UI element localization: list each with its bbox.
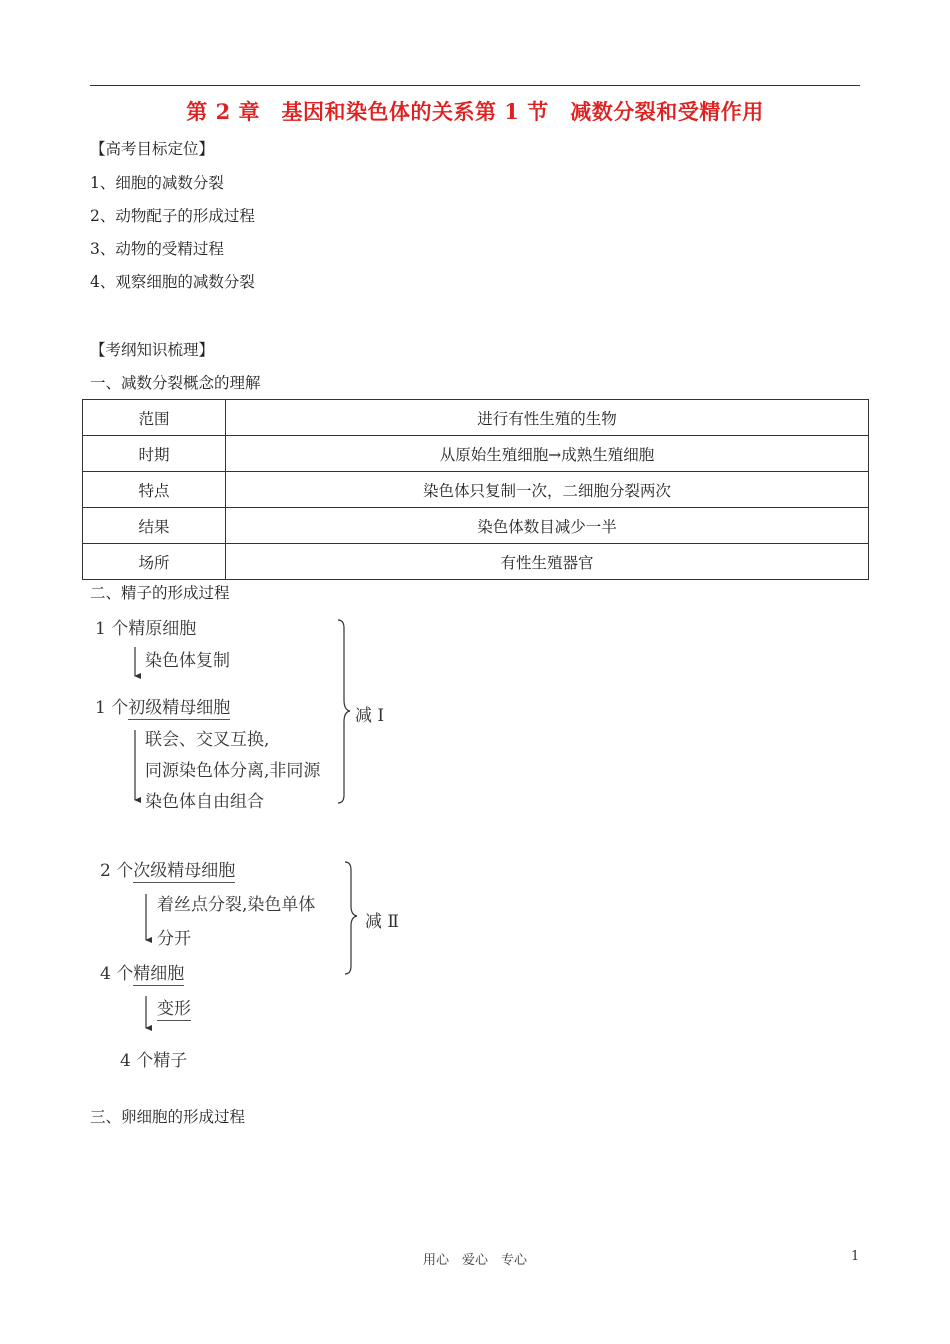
table-cell-key: 时期 [83,436,226,472]
stage-count: 2 个 [100,861,134,881]
stage-cell: 精子 [153,1051,188,1071]
step-label: 染色体复制 [145,651,230,671]
table-cell-value: 从原始生殖细胞→成熟生殖细胞 [226,436,869,472]
table-cell-value: 染色体数目减少一半 [226,508,869,544]
stage-cell: 次级精母细胞 [133,861,236,881]
brace-meiosis-1-icon [338,620,350,803]
table-cell-key: 结果 [83,508,226,544]
step-text: 变形 [157,999,191,1019]
stage-cell: 精细胞 [133,964,185,984]
table-cell-value: 进行有性生殖的生物 [226,400,869,436]
table-cell-key: 场所 [83,544,226,580]
step-label: 联会、交叉互换, [145,730,270,750]
section-heading-1: 一、减数分裂概念的理解 [90,374,261,392]
footer-slogan: 用心 爱心 专心 [422,1253,527,1268]
section-heading-3: 三、卵细胞的形成过程 [90,1108,246,1126]
page-title: 第 2 章 基因和染色体的关系第 1 节 减数分裂和受精作用 [186,99,764,124]
stage-count: 1 个 [95,619,129,639]
stage-count: 4 个 [100,964,134,984]
step-label: 染色体自由组合 [145,792,264,812]
goal-item: 4、观察细胞的减数分裂 [90,273,255,291]
section-heading-2: 二、精子的形成过程 [90,584,230,602]
stage-count: 4 个 [120,1051,154,1071]
page-number: 1 [851,1249,860,1264]
stage-cell: 初级精母细胞 [128,698,231,718]
step-label: 着丝点分裂,染色单体 [157,895,316,915]
table-cell-value: 染色体只复制一次，二细胞分裂两次 [226,472,869,508]
table-cell-key: 特点 [83,472,226,508]
table-cell-value: 有性生殖器官 [226,544,869,580]
outline-heading: 【考纲知识梳理】 [90,341,215,359]
table-cell-key: 范围 [83,400,226,436]
stage-cell: 精原细胞 [128,619,197,639]
goals-heading: 【高考目标定位】 [90,140,215,158]
phase-label-meiosis-1: 减 Ⅰ [355,706,385,726]
stage-count: 1 个 [95,698,129,718]
phase-label-meiosis-2: 减 Ⅱ [365,912,399,932]
goal-item: 3、动物的受精过程 [90,240,224,258]
step-label: 同源染色体分离,非同源 [145,761,321,781]
step-label: 分开 [157,929,191,949]
goal-item: 2、动物配子的形成过程 [90,207,255,225]
brace-meiosis-2-icon [345,862,357,974]
goal-item: 1、细胞的减数分裂 [90,174,224,192]
